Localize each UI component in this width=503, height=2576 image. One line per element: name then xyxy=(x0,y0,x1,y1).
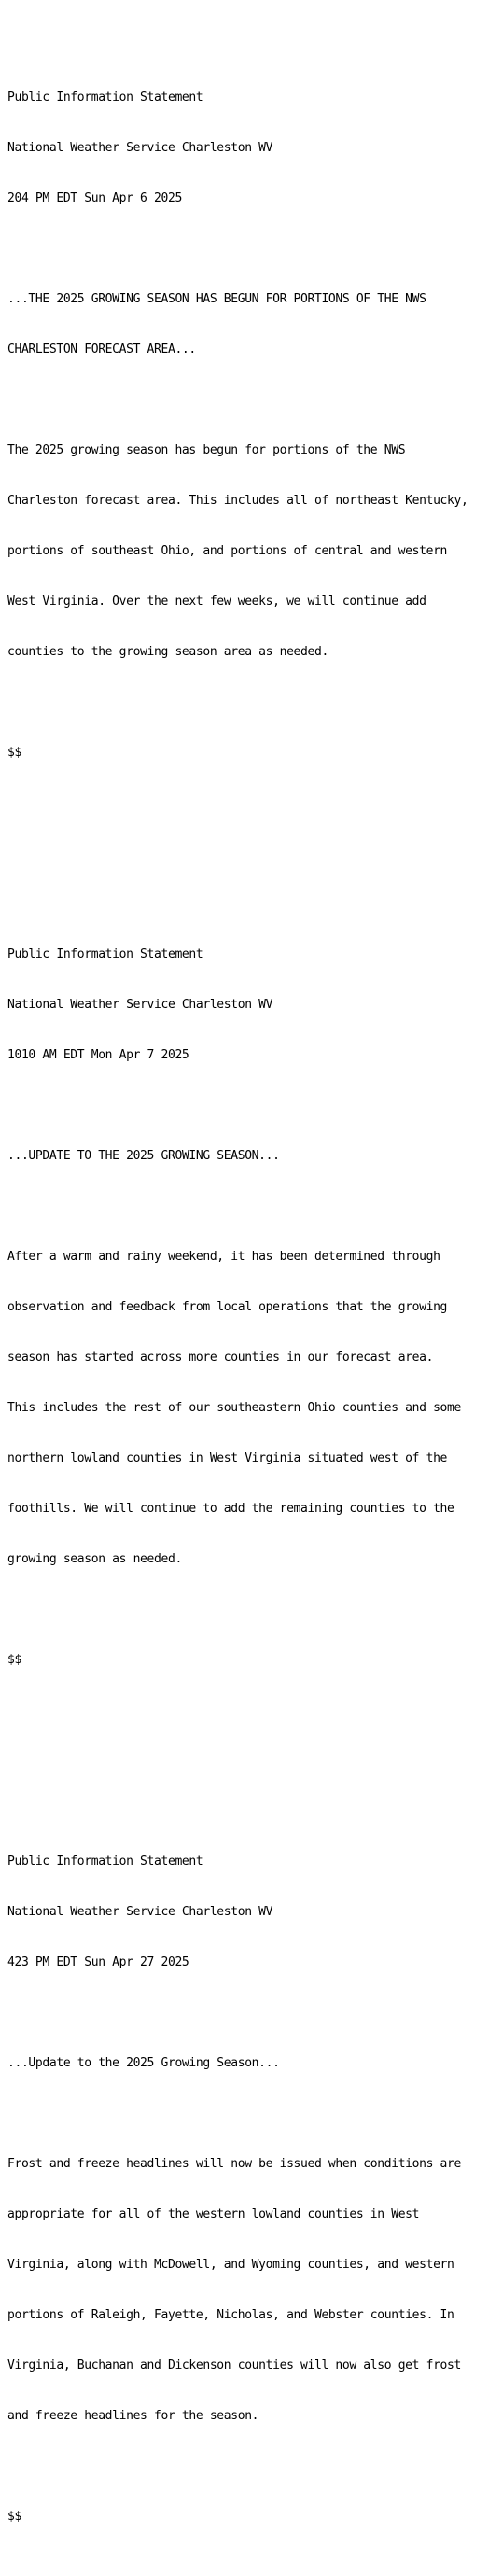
blank-line xyxy=(7,392,503,409)
statement-terminator: $$ xyxy=(7,746,21,760)
headline-line: ...Update to the 2025 Growing Season... xyxy=(7,2056,280,2070)
statement-type: Public Information Statement xyxy=(7,947,203,961)
issuing-office: National Weather Service Charleston WV xyxy=(7,998,273,1012)
body-line: Virginia, Buchanan and Dickenson counties will now also get frost xyxy=(7,2359,461,2373)
blank-line xyxy=(7,1098,503,1114)
body-line: This includes the rest of our southeastern Ohio counties and some xyxy=(7,1401,461,1415)
body-line: season has started across more counties in our forecast area. xyxy=(7,1351,434,1365)
headline-line: CHARLESTON FORECAST AREA... xyxy=(7,343,196,357)
issue-timestamp: 204 PM EDT Sun Apr 6 2025 xyxy=(7,191,182,205)
body-line: and freeze headlines for the season. xyxy=(7,2409,259,2423)
body-line: appropriate for all of the western lowland counties in West xyxy=(7,2207,420,2221)
body-line: Charleston forecast area. This includes all of northeast Kentucky, xyxy=(7,494,468,508)
statement-type: Public Information Statement xyxy=(7,91,203,105)
body-line: Virginia, along with McDowell, and Wyoming counties, and western xyxy=(7,2258,454,2272)
blank-line xyxy=(7,2106,503,2122)
body-line: northern lowland counties in West Virginia situated west of the xyxy=(7,1451,448,1465)
statement-terminator: $$ xyxy=(7,2510,21,2524)
blank-line xyxy=(7,1702,503,1719)
blank-line xyxy=(7,2005,503,2022)
body-line: portions of Raleigh, Fayette, Nicholas, and Webster counties. In xyxy=(7,2308,454,2322)
body-line: Frost and freeze headlines will now be issued when conditions are xyxy=(7,2157,461,2171)
blank-line xyxy=(7,2458,503,2475)
blank-line xyxy=(7,241,503,258)
body-line: West Virginia. Over the next few weeks, we will continue add xyxy=(7,595,426,609)
issuing-office: National Weather Service Charleston WV xyxy=(7,1905,273,1919)
body-line: observation and feedback from local operations that the growing xyxy=(7,1300,448,1314)
body-line: The 2025 growing season has begun for portions of the NWS xyxy=(7,443,406,457)
statement-1 xyxy=(7,56,503,846)
blank-line xyxy=(7,1198,503,1215)
headline-line: ...THE 2025 GROWING SEASON HAS BEGUN FOR PORTIONS OF THE NWS xyxy=(7,292,426,306)
body-line: After a warm and rainy weekend, it has been determined through xyxy=(7,1250,440,1264)
issue-timestamp: 423 PM EDT Sun Apr 27 2025 xyxy=(7,1955,189,1969)
body-line: foothills. We will continue to add the remaining counties to the xyxy=(7,1502,454,1516)
statement-3 xyxy=(7,1820,503,2559)
body-line: portions of southeast Ohio, and portions of central and western xyxy=(7,544,448,558)
statement-type: Public Information Statement xyxy=(7,1855,203,1869)
blank-line xyxy=(7,795,503,812)
statement-terminator: $$ xyxy=(7,1653,21,1667)
issuing-office: National Weather Service Charleston WV xyxy=(7,141,273,155)
body-line: counties to the growing season area as needed. xyxy=(7,645,328,659)
issue-timestamp: 1010 AM EDT Mon Apr 7 2025 xyxy=(7,1048,189,1062)
headline-line: ...UPDATE TO THE 2025 GROWING SEASON... xyxy=(7,1149,280,1163)
body-line: growing season as needed. xyxy=(7,1552,182,1566)
blank-line xyxy=(7,1602,503,1618)
statement-2 xyxy=(7,913,503,1753)
blank-line xyxy=(7,694,503,711)
